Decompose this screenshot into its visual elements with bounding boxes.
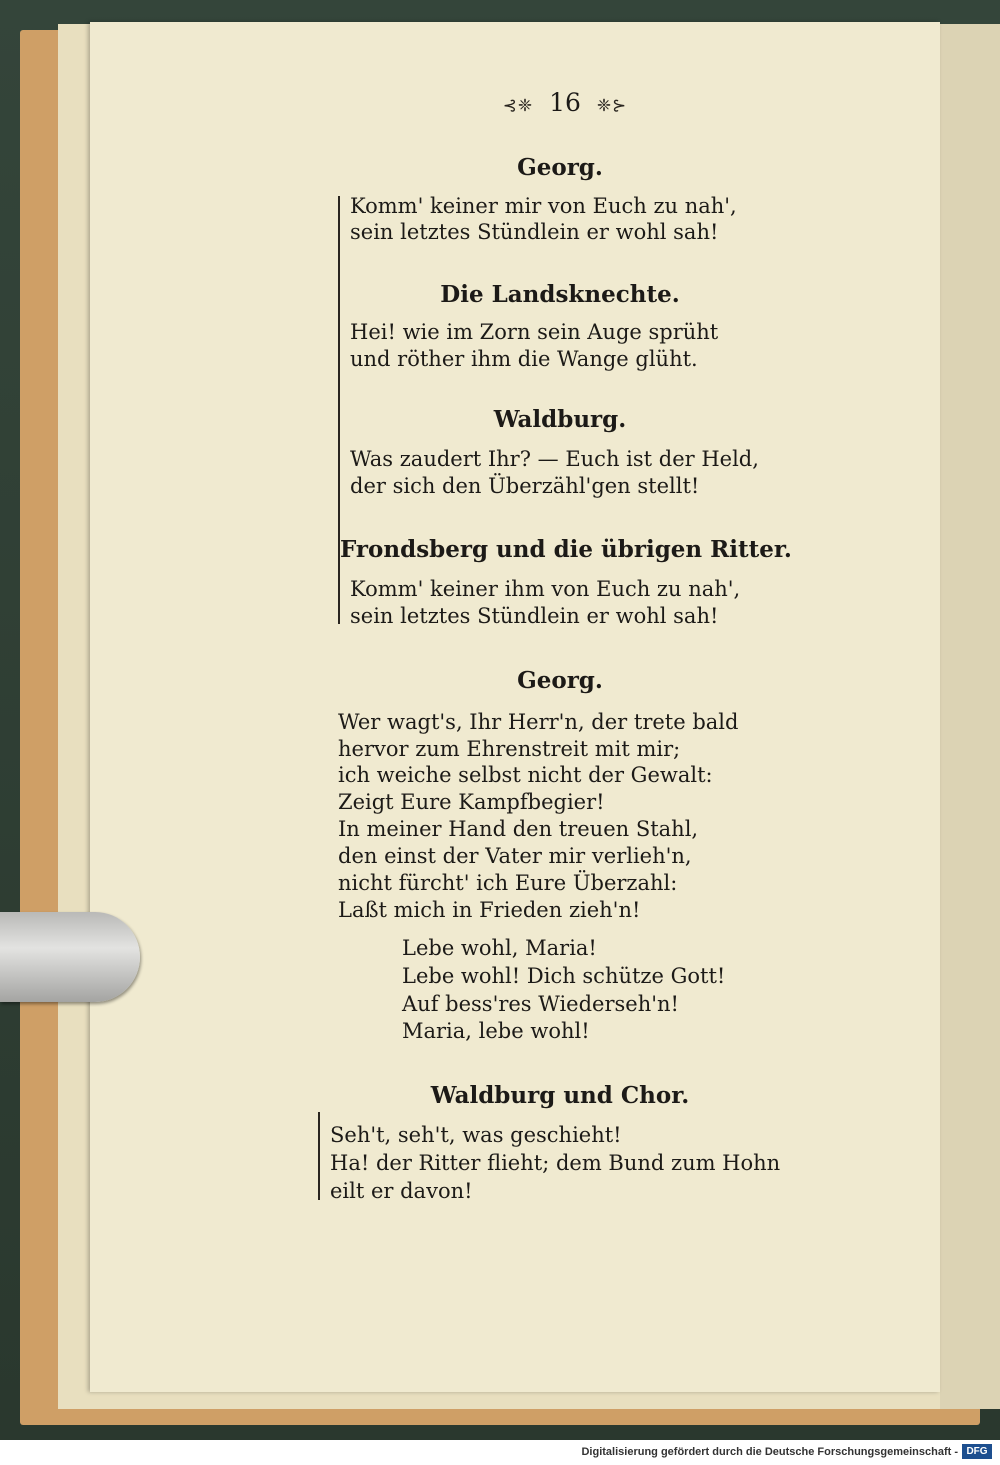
verse-line: sein letztes Stündlein er wohl sah! xyxy=(350,220,719,244)
speaker-waldburg-chor: Waldburg und Chor. xyxy=(430,1082,690,1109)
page-number-line xyxy=(0,88,1000,117)
verse-line: hervor zum Ehrenstreit mit mir; xyxy=(338,737,681,761)
verse-line: Was zaudert Ihr? — Euch ist der Held, xyxy=(350,447,759,471)
speaker-georg-2: Georg. xyxy=(517,667,603,694)
ornament-right: ❈⊱ xyxy=(596,96,628,116)
verse-line: nicht fürcht' ich Eure Überzahl: xyxy=(338,871,678,895)
verse-line: ich weiche selbst nicht der Gewalt: xyxy=(338,763,713,787)
verse-line: Hei! wie im Zorn sein Auge sprüht xyxy=(350,320,719,344)
verse-line: den einst der Vater mir verlieh'n, xyxy=(338,844,692,868)
verse-line: Ha! der Ritter flieht; dem Bund zum Hohn xyxy=(330,1151,781,1175)
verse-line: Laßt mich in Frieden zieh'n! xyxy=(338,898,641,922)
verse-line: Wer wagt's, Ihr Herr'n, der trete bald xyxy=(338,710,739,734)
verse-line: Komm' keiner mir von Euch zu nah', xyxy=(350,194,737,218)
verse-line: In meiner Hand den treuen Stahl, xyxy=(338,817,699,841)
verse-line: und röther ihm die Wange glüht. xyxy=(350,347,698,371)
verse-line: Zeigt Eure Kampfbegier! xyxy=(338,790,605,814)
speaker-waldburg: Waldburg. xyxy=(493,406,627,433)
verse-line-indented: Auf bess'res Wiederseh'n! xyxy=(402,992,679,1016)
verse-line: eilt er davon! xyxy=(330,1179,473,1203)
verse-line: Seh't, seh't, was geschieht! xyxy=(330,1123,622,1147)
speaker-frondsberg-ritter: Frondsberg und die übrigen Ritter. xyxy=(340,536,792,563)
verse-line: Komm' keiner ihm von Euch zu nah', xyxy=(350,577,741,601)
verse-line-indented: Lebe wohl! Dich schütze Gott! xyxy=(402,964,726,988)
facing-page-edge xyxy=(940,24,1000,1409)
verse-line-indented: Lebe wohl, Maria! xyxy=(402,936,597,960)
digitization-footer xyxy=(0,1440,1000,1465)
footer-credit: Digitalisierung gefördert durch die Deutsche Forschungsgemeinschaft - xyxy=(581,1446,958,1458)
ornament-left: ⊰❈ xyxy=(502,96,534,116)
speaker-landsknechte: Die Landsknechte. xyxy=(440,281,680,308)
holding-clip xyxy=(0,912,140,1002)
verse-line-indented: Maria, lebe wohl! xyxy=(402,1019,590,1043)
verse-line: sein letztes Stündlein er wohl sah! xyxy=(350,604,719,628)
page-number: 16 xyxy=(549,88,581,117)
speaker-georg-1: Georg. xyxy=(517,154,603,181)
dfg-logo-icon: DFG xyxy=(962,1444,992,1459)
bracket-ensemble-2 xyxy=(318,1112,320,1200)
verse-line: der sich den Überzähl'gen stellt! xyxy=(350,474,700,498)
